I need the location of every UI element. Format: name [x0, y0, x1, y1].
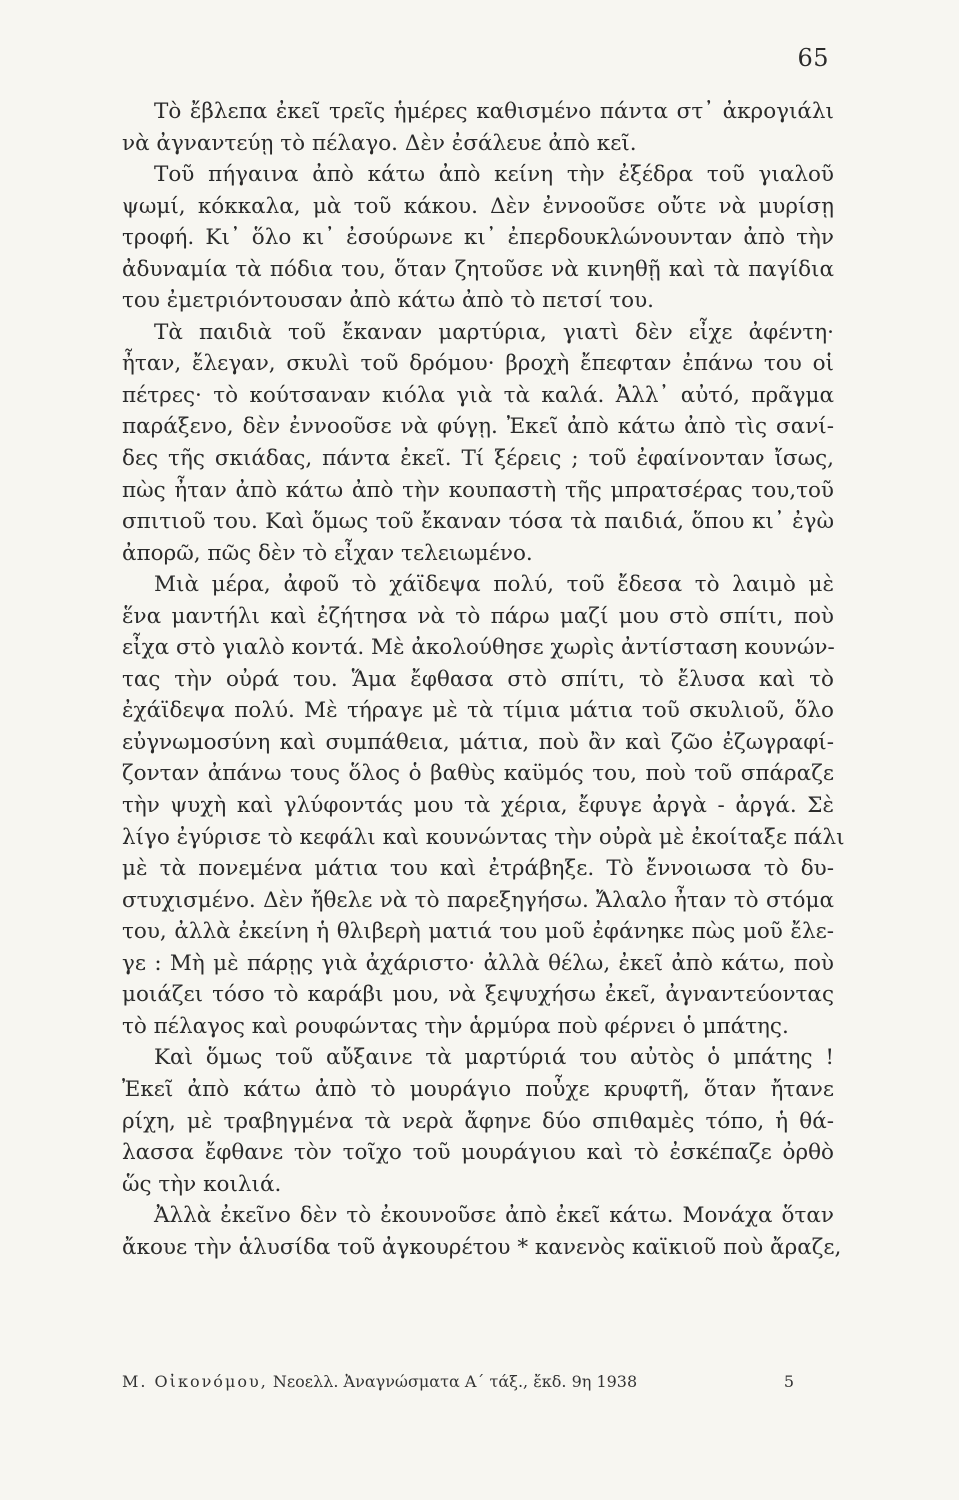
- footer: [122, 1372, 794, 1391]
- text-line: του, ἀλλὰ ἐκείνη ἡ θλιβερὴ ματιά του μοῦ ἐφάνηκε πὼς μοῦ ἔλε-: [122, 919, 834, 945]
- text-line: στυχισμένο. Δὲν ἤθελε νὰ τὸ παρεξηγήσω. Ἄλαλο ἦταν τὸ στόμα: [122, 887, 834, 913]
- text-line: σπιτιοῦ του. Καὶ ὅμως τοῦ ἔκαναν τόσα τὰ παιδιά, ὅπου κι᾿ ἐγὼ: [122, 509, 834, 535]
- text-line: ὥς τὴν κοιλιά.: [122, 1171, 282, 1197]
- text-line: ρίχη, μὲ τραβηγμένα τὰ νερὰ ἄφηνε δύο σπιθαμὲς τόπο, ἡ θά-: [122, 1108, 834, 1134]
- text-line: πέτρες· τὸ κούτσαναν κιόλα γιὰ τὰ καλά. Ἀλλ᾿ αὐτό, πρᾶγμα: [122, 382, 834, 408]
- text-line: ἕνα μαντήλι καὶ ἐζήτησα νὰ τὸ πάρω μαζί μου στὸ σπίτι, ποὺ: [122, 603, 834, 629]
- footer-citation: Νεοελλ. Ἀναγνώσματα Α΄ τάξ., ἔκδ. 9η 1938: [272, 1372, 638, 1391]
- text-line: ψωμί, κόκκαλα, μὰ τοῦ κάκου. Δὲν ἐννοοῦσε οὔτε νὰ μυρίσῃ: [122, 193, 834, 219]
- text-line: γε : Μὴ μὲ πάρῃς γιὰ ἀχάριστο· ἀλλὰ θέλω, ἐκεῖ ἀπὸ κάτω, ποὺ: [122, 950, 834, 976]
- text-line: μοιάζει τόσο τὸ καράβι μου, νὰ ξεψυχήσω ἐκεῖ, ἀγναντεύοντας: [122, 982, 834, 1008]
- text-line: νὰ ἀγναντεύῃ τὸ πέλαγο. Δὲν ἐσάλευε ἀπὸ κεῖ.: [122, 130, 637, 156]
- text-line: παράξενο, δὲν ἐννοοῦσε νὰ φύγῃ. Ἐκεῖ ἀπὸ κάτω ἀπὸ τὶς σανί-: [122, 414, 834, 440]
- footer-signature: 5: [783, 1372, 794, 1391]
- footer-source: [122, 1372, 637, 1391]
- text-line: ζονταν ἀπάνω τους ὅλος ὁ βαθὺς καϋμός του, ποὺ τοῦ σπάραζε: [122, 761, 834, 787]
- text-line: εὐγνωμοσύνη καὶ συμπάθεια, μάτια, ποὺ ἂν καὶ ζῶο ἐζωγραφί-: [122, 729, 834, 755]
- text-line: Καὶ ὅμως τοῦ αὔξαινε τὰ μαρτύριά του αὐτὸς ὁ μπάτης !: [154, 1045, 834, 1071]
- text-line: πὼς ἦταν ἀπὸ κάτω ἀπὸ τὴν κουπαστὴ τῆς μπρατσέρας του,τοῦ: [122, 477, 834, 503]
- text-line: Μιὰ μέρα, ἀφοῦ τὸ χάϊδεψα πολύ, τοῦ ἔδεσα τὸ λαιμὸ μὲ: [154, 572, 834, 598]
- text-line: τροφή. Κι᾿ ὅλο κι᾿ ἐσούρωνε κι᾿ ἐπερδουκλώνουνταν ἀπὸ τὴν: [122, 225, 834, 251]
- text-line: Ἀλλὰ ἐκεῖνο δὲν τὸ ἐκουνοῦσε ἀπὸ ἐκεῖ κάτω. Μονάχα ὅταν: [154, 1203, 834, 1229]
- text-line: Ἐκεῖ ἀπὸ κάτω ἀπὸ τὸ μουράγιο ποὖχε κρυφτῆ, ὅταν ἤτανε: [122, 1076, 834, 1102]
- text-line: λίγο ἐγύρισε τὸ κεφάλι καὶ κουνώντας τὴν οὐρὰ μὲ ἐκοίταξε πάλι: [122, 824, 845, 850]
- text-line: δες τῆς σκιάδας, πάντα ἐκεῖ. Τί ξέρεις ; τοῦ ἐφαίνονταν ἴσως,: [122, 446, 834, 472]
- page-number: 65: [797, 44, 829, 72]
- text-line: λασσα ἔφθανε τὸν τοῖχο τοῦ μουράγιου καὶ τὸ ἐσκέπαζε ὀρθὸ: [122, 1140, 834, 1166]
- text-line: εἶχα στὸ γιαλὸ κοντά. Μὲ ἀκολούθησε χωρὶς ἀντίσταση κουνών-: [122, 635, 835, 661]
- text-line: Τὰ παιδιὰ τοῦ ἔκαναν μαρτύρια, γιατὶ δὲν εἶχε ἀφέντη·: [154, 319, 834, 345]
- text-line: του ἐμετριόντουσαν ἀπὸ κάτω ἀπὸ τὸ πετσί του.: [122, 288, 654, 314]
- text-line: ἐχάϊδεψα πολύ. Μὲ τήραγε μὲ τὰ τίμια μάτια τοῦ σκυλιοῦ, ὅλο: [122, 698, 834, 724]
- footer-author: Μ. Οἰκονόμου,: [122, 1372, 268, 1391]
- text-line: μὲ τὰ πονεμένα μάτια του καὶ ἐτράβηξε. Τὸ ἔννοιωσα τὸ δυ-: [122, 856, 834, 882]
- text-body: [122, 96, 845, 1263]
- text-line: τὴν ψυχὴ καὶ γλύφοντάς μου τὰ χέρια, ἔφυγε ἀργὰ - ἀργά. Σὲ: [122, 793, 834, 819]
- text-line: ἄκουε τὴν ἁλυσίδα τοῦ ἀγκουρέτου * κανενὸς καϊκιοῦ ποὺ ἄραζε,: [122, 1234, 842, 1260]
- text-line: ἀδυναμία τὰ πόδια του, ὅταν ζητοῦσε νὰ κινηθῇ καὶ τὰ παγίδια: [122, 256, 834, 282]
- text-line: ἀπορῶ, πῶς δὲν τὸ εἶχαν τελειωμένο.: [122, 540, 533, 566]
- text-line: τὸ πέλαγος καὶ ρουφώντας τὴν ἁρμύρα ποὺ φέρνει ὁ μπάτης.: [122, 1013, 789, 1039]
- text-line: ἦταν, ἔλεγαν, σκυλὶ τοῦ δρόμου· βροχὴ ἔπεφταν ἐπάνω του οἱ: [122, 351, 834, 377]
- text-line: τας τὴν οὐρά του. Ἅμα ἔφθασα στὸ σπίτι, τὸ ἔλυσα καὶ τὸ: [122, 666, 834, 692]
- text-line: Τὸ ἔβλεπα ἐκεῖ τρεῖς ἡμέρες καθισμένο πάντα στ᾿ ἀκρογιάλι: [154, 99, 834, 124]
- text-line: Τοῦ πήγαινα ἀπὸ κάτω ἀπὸ κείνη τὴν ἐξέδρα τοῦ γιαλοῦ: [154, 162, 834, 188]
